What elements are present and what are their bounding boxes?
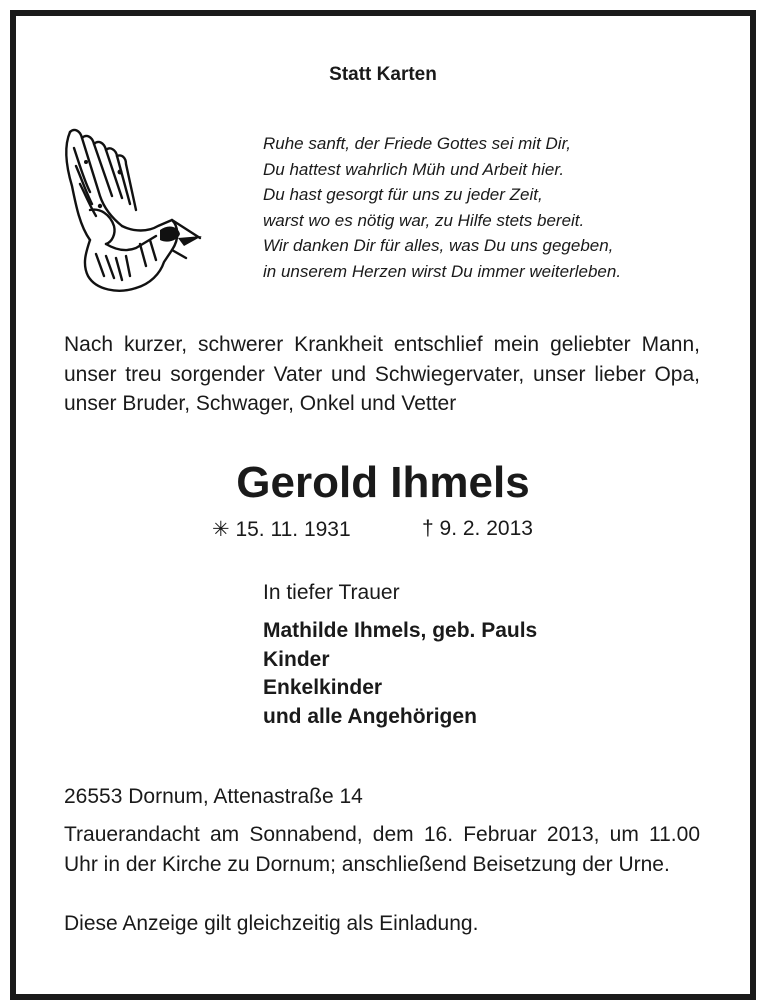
birth-info	[212, 517, 351, 542]
intro-text: Nach kurzer, schwerer Krankheit entschlief mein geliebter Mann, unser treu sorgender Vater und Schwiegervater, unser lieber Opa, unser Bruder, Schwager, Onkel und Vetter	[64, 333, 700, 415]
invitation-note: Diese Anzeige gilt gleichzeitig als Einladung.	[64, 912, 479, 935]
praying-hands-icon	[60, 126, 210, 296]
death-cross-icon: †	[422, 517, 434, 540]
mourner: Kinder	[263, 647, 330, 671]
poem	[263, 131, 723, 284]
address: 26553 Dornum, Attenastraße 14	[64, 785, 363, 808]
service-info: Trauerandacht am Sonnabend, dem 16. Februar 2013, um 11.00 Uhr in der Kirche zu Dornum; anschließend Beisetzung der Urne.	[64, 823, 700, 876]
poem-line: Wir danken Dir für alles, was Du uns gegeben,	[263, 236, 614, 255]
mourner: und alle Angehörigen	[263, 704, 477, 728]
deceased-name: Gerold Ihmels	[236, 458, 530, 507]
death-info	[422, 517, 533, 541]
mourner: Enkelkinder	[263, 676, 383, 699]
mourning-line: In tiefer Trauer	[263, 581, 400, 604]
birth-star-icon: ✳	[212, 518, 230, 541]
poem-line: warst wo es nötig war, zu Hilfe stets bereit.	[263, 210, 585, 230]
poem-line: Du hast gesorgt für uns zu jeder Zeit,	[263, 185, 543, 204]
poem-line: Du hattest wahrlich Müh und Arbeit hier.	[263, 159, 565, 179]
birth-date: 15. 11. 1931	[235, 518, 351, 541]
mourner: Mathilde Ihmels, geb. Pauls	[263, 619, 538, 642]
header-statt-karten: Statt Karten	[329, 64, 437, 85]
death-date: 9. 2. 2013	[439, 517, 533, 540]
mourners-list	[263, 617, 537, 731]
poem-line: in unserem Herzen wirst Du immer weiterleben.	[263, 261, 622, 281]
poem-line: Ruhe sanft, der Friede Gottes sei mit Dir,	[263, 134, 572, 153]
